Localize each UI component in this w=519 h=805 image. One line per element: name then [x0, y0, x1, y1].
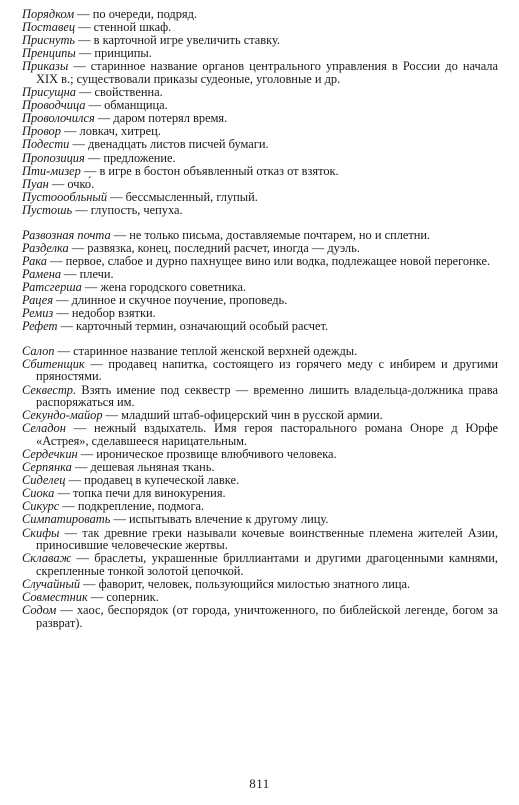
glossary-entry [22, 527, 498, 552]
entry-separator: — [60, 124, 80, 139]
glossary-entry [22, 229, 498, 242]
glossary-group-r [22, 229, 498, 333]
entry-term: Ратсгерша [22, 279, 82, 294]
entry-term: Скифы [22, 525, 60, 540]
entry-separator: — [72, 202, 91, 217]
entry-separator: — [81, 279, 101, 294]
entry-term: Сердечкин [22, 447, 78, 461]
glossary-entry [22, 112, 498, 125]
entry-separator: — [75, 46, 95, 61]
entry-term: Подести [22, 137, 70, 152]
entry-definition: недобор взятки. [71, 306, 156, 321]
glossary-entry [22, 255, 498, 268]
entry-term: Случайный [22, 576, 81, 591]
glossary-entry [22, 487, 498, 500]
entry-term: Пустоообльный [22, 189, 108, 204]
entry-definition: не только письма, доставляемые почтарем, но и сплетни. [129, 227, 431, 242]
entry-separator: — [74, 7, 93, 21]
entry-term: Проволочился [22, 111, 95, 126]
entry-term: Порядком [22, 7, 75, 21]
glossary-entry [22, 358, 498, 383]
entry-separator: — [84, 356, 109, 371]
entry-separator: — [59, 525, 83, 540]
entry-term: Селадон [22, 421, 66, 436]
entry-definition: в игре в бостон объявленный отказ от взяток. [99, 163, 339, 178]
entry-separator: — [80, 163, 100, 178]
glossary-entry [22, 513, 498, 526]
entry-definition: принципы. [94, 46, 152, 61]
entry-definition: ловкач, хитрец. [79, 124, 161, 139]
glossary-page [22, 8, 498, 630]
glossary-entry [22, 178, 498, 191]
entry-definition: нежный вздыхатель. Имя героя пасторального романа Оноре д Юрфе «Астрея», сделавшееся нарицательным. [36, 421, 498, 448]
glossary-entry [22, 578, 498, 591]
entry-definition: даром потерял время. [113, 111, 228, 126]
entry-definition: двенадцать листов писчей бумаги. [87, 137, 269, 152]
entry-definition: карточный термин, означающий особый расчет. [76, 319, 329, 334]
entry-separator: — [61, 266, 80, 281]
entry-separator: — [107, 189, 126, 204]
glossary-entry [22, 152, 498, 165]
glossary-entry [22, 307, 498, 320]
glossary-group-s [22, 345, 498, 630]
entry-separator: — [54, 486, 73, 501]
entry-separator: — [53, 292, 72, 307]
entry-separator: — [84, 150, 104, 165]
glossary-entry [22, 60, 498, 85]
glossary-entry [22, 165, 498, 178]
entry-separator: — [87, 590, 107, 605]
entry-definition: свойственна. [94, 85, 163, 100]
entry-separator: — [48, 176, 68, 191]
entry-term: Разделка [22, 240, 69, 255]
entry-term: Пропозиция [22, 150, 85, 165]
entry-term: Салоп [22, 343, 55, 358]
glossary-entry [22, 204, 498, 217]
entry-definition: очко́. [67, 176, 95, 191]
entry-separator: — [57, 319, 76, 334]
entry-term: Проводчица [22, 98, 86, 113]
entry-separator: — [65, 421, 94, 436]
entry-definition: в карточной игре увеличить ставку. [93, 33, 281, 48]
entry-term: Содом [22, 603, 57, 618]
glossary-entry [22, 409, 498, 422]
entry-term: Совместник [22, 590, 88, 605]
entry-separator: — [71, 551, 95, 566]
entry-definition: подкрепление, подмога. [77, 499, 205, 514]
entry-term: Ремиз [22, 306, 54, 321]
entry-term: Пти-мизер [22, 163, 81, 178]
entry-separator: — [94, 111, 114, 126]
entry-separator: — [80, 576, 99, 591]
glossary-entry [22, 500, 498, 513]
entry-definition: развязка, конец, последний расчет, иногда — дуэль. [87, 240, 360, 255]
glossary-entry [22, 21, 498, 34]
entry-definition: предложение. [103, 150, 176, 165]
glossary-entry [22, 86, 498, 99]
glossary-entry [22, 461, 498, 474]
entry-term: Пуан [22, 176, 49, 191]
entry-term: Приказы [22, 59, 69, 74]
glossary-entry [22, 604, 498, 629]
entry-term: Развозная почта [22, 227, 111, 242]
entry-definition: ироническое прозвище влюбчивого человека. [96, 447, 337, 461]
entry-separator: — [69, 137, 88, 152]
entry-definition: по очереди, подряд. [92, 7, 198, 21]
entry-term: Сбитенщик [22, 356, 85, 371]
entry-separator: — [68, 59, 91, 74]
entry-term: Рака́ [22, 253, 47, 268]
glossary-group-p [22, 8, 498, 217]
entry-term: Сикурс [22, 499, 60, 514]
entry-separator: — [54, 343, 74, 358]
entry-definition: Взять имение под секвестр — временно лишить владельца-должника права распоряжаться им. [36, 382, 498, 410]
entry-definition: продавец в купеческой лавке. [84, 473, 240, 488]
entry-definition: браслеты, украшенные бриллиантами и другими драгоценными камнями, скрепленные тонкой золотой цепочкой. [36, 551, 498, 578]
entry-separator: — [75, 85, 95, 100]
glossary-entry [22, 242, 498, 255]
entry-definition: старинное название теплой женской верхней одежды. [73, 343, 358, 358]
entry-term: Пустошь [22, 202, 73, 217]
entry-definition: глупость, чепуха. [90, 202, 183, 217]
entry-term: Рефет [22, 319, 58, 334]
entry-separator: — [71, 460, 91, 475]
entry-term: Поставец [22, 20, 76, 35]
entry-definition: хаос, беспорядок (от города, уничтоженного, по библейской легенде, богом за разврат). [36, 603, 499, 630]
glossary-entry [22, 345, 498, 358]
glossary-entry [22, 281, 498, 294]
entry-separator: — [77, 447, 97, 461]
entry-definition: соперник. [106, 590, 159, 605]
glossary-entry [22, 552, 498, 577]
entry-separator: — [75, 33, 94, 48]
glossary-entry [22, 268, 498, 281]
entry-separator: — [85, 98, 105, 113]
glossary-entry [22, 294, 498, 307]
entry-definition: так древние греки называли кочевые воинственные племена жителей Азии, приносившие человеческие жертвы. [36, 525, 498, 553]
entry-separator: — [110, 512, 129, 527]
glossary-entry [22, 99, 498, 112]
entry-definition: стенной шкаф. [93, 20, 172, 35]
entry-term: Провор [22, 124, 61, 139]
glossary-entry [22, 474, 498, 487]
entry-definition: испытывать влечение к другому лицу. [128, 512, 329, 527]
entry-definition: дешевая льняная ткань. [90, 460, 215, 475]
glossary-entry [22, 47, 498, 60]
entry-separator: — [110, 227, 130, 242]
entry-term: Сиока [22, 486, 55, 501]
entry-definition: фаворит, человек, пользующийся милостью знатного лица. [98, 576, 411, 591]
glossary-entry [22, 320, 498, 333]
glossary-entry [22, 34, 498, 47]
entry-separator: — [75, 20, 94, 35]
entry-definition: жена городского советника. [100, 279, 247, 294]
entry-definition: продавец напитка, состоящего из горячего меду с инбирем и другими пряностями. [36, 356, 498, 384]
glossary-entry [22, 591, 498, 604]
entry-term: Серпянка [22, 460, 72, 475]
entry-separator: — [102, 408, 122, 423]
entry-term: Секвестр. [22, 382, 77, 397]
entry-definition: старинное название органов центрального управления в России до начала XIX в.; существовали приказы судеоные, уголовные и др. [36, 59, 498, 86]
entry-separator: — [68, 240, 88, 255]
page-number: 811 [249, 776, 270, 791]
entry-definition: бессмысленный, глупый. [125, 189, 258, 204]
entry-separator: — [56, 603, 77, 618]
entry-term: Присущна [22, 85, 76, 100]
entry-separator: — [53, 306, 72, 321]
entry-definition: плечи. [79, 266, 114, 281]
entry-term: Склаваж [22, 551, 72, 566]
glossary-entry [22, 125, 498, 138]
entry-term: Приснуть [22, 33, 76, 48]
glossary-entry [22, 191, 498, 204]
entry-term: Секундо-майор [22, 408, 103, 423]
entry-definition: топка печи для винокурения. [72, 486, 226, 501]
entry-term: Рацея [22, 292, 54, 307]
glossary-entry [22, 448, 498, 461]
entry-term: Сиделец [22, 473, 66, 488]
entry-term: Рамена [22, 266, 62, 281]
entry-definition: первое, слабое и дурно пахнущее вино или водка, подлежащее новой перегонке. [65, 253, 491, 268]
glossary-entry [22, 422, 498, 447]
glossary-entry [22, 384, 498, 409]
entry-separator: — [46, 253, 66, 268]
entry-separator: — [65, 473, 85, 488]
entry-separator: — [59, 499, 78, 514]
entry-definition: обманщица. [104, 98, 168, 113]
entry-definition: длинное и скучное поучение, проповедь. [71, 292, 288, 307]
entry-term: Пренципы [22, 46, 76, 61]
entry-definition: младший штаб-офицерский чин в русской армии. [121, 408, 383, 423]
glossary-entry [22, 8, 498, 21]
glossary-entry [22, 138, 498, 151]
entry-term: Симпатировать [22, 512, 111, 527]
